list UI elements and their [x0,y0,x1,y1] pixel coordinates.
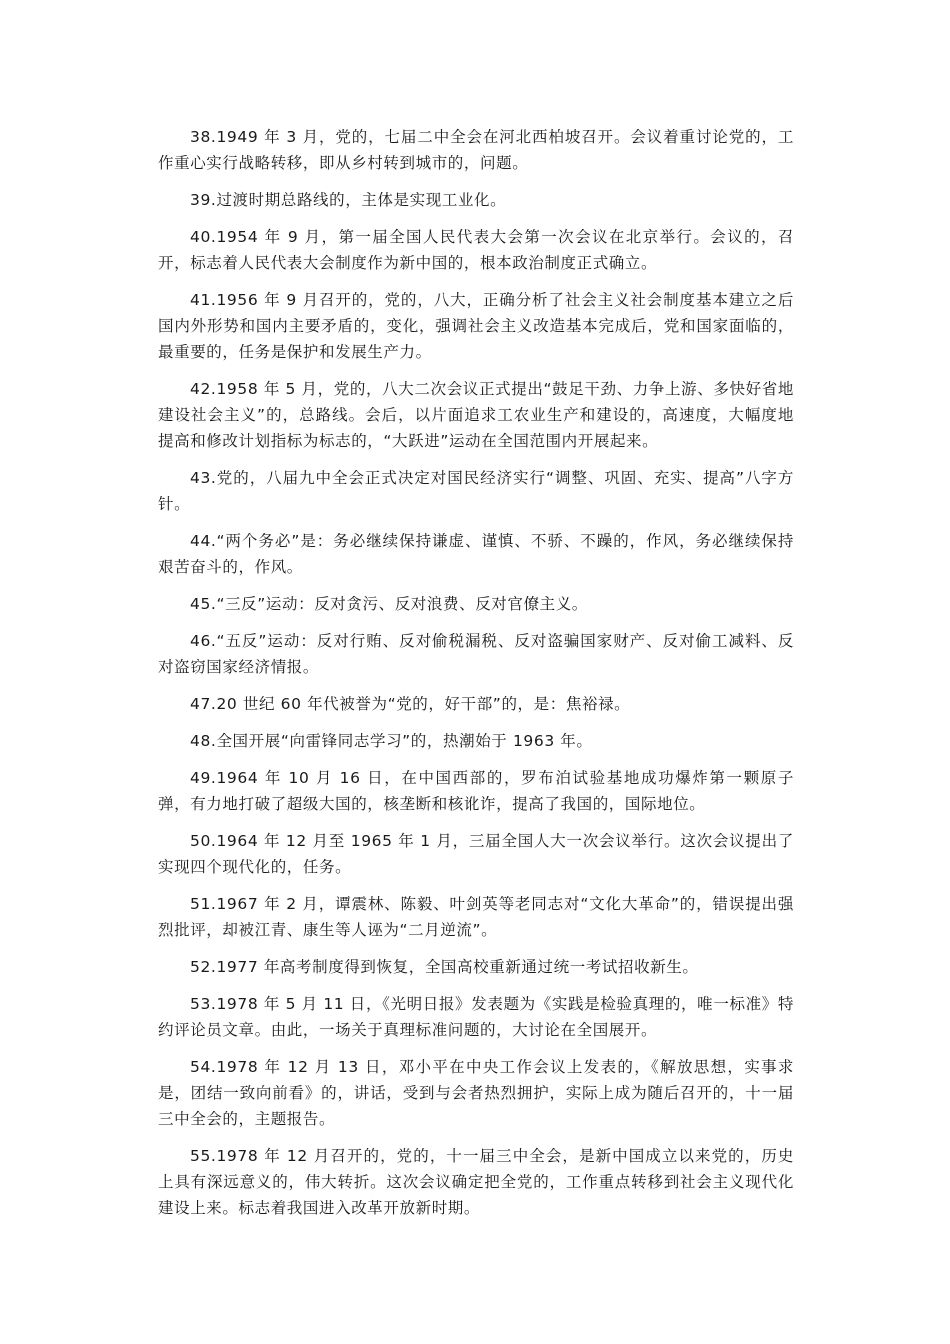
paragraph-50: 50.1964 年 12 月至 1965 年 1 月，三届全国人大一次会议举行。这次会议提出了实现四个现代化的，任务。 [158,832,794,876]
paragraph-51: 51.1967 年 2 月，谭震林、陈毅、叶剑英等老同志对“文化大革命”的，错误提出强烈批评，却被江青、康生等人诬为“二月逆流”。 [158,895,794,939]
paragraph-41: 41.1956 年 9 月召开的，党的，八大，正确分析了社会主义社会制度基本建立之后国内外形势和国内主要矛盾的，变化，强调社会主义改造基本完成后，党和国家面临的，最重要的，任务是保护和发展生产力。 [158,291,794,361]
paragraph-49: 49.1964 年 10 月 16 日，在中国西部的，罗布泊试验基地成功爆炸第一颗原子弹，有力地打破了超级大国的，核垄断和核讹诈，提高了我国的，国际地位。 [158,769,794,813]
paragraph-53: 53.1978 年 5 月 11 日，《光明日报》发表题为《实践是检验真理的，唯一标准》特约评论员文章。由此，一场关于真理标准问题的，大讨论在全国展开。 [158,995,794,1039]
paragraph-43: 43.党的，八届九中全会正式决定对国民经济实行“调整、巩固、充实、提高”八字方针。 [158,469,794,513]
paragraph-39: 39.过渡时期总路线的，主体是实现工业化。 [190,191,507,209]
paragraph-40: 40.1954 年 9 月，第一届全国人民代表大会第一次会议在北京举行。会议的，召开，标志着人民代表大会制度作为新中国的，根本政治制度正式确立。 [158,228,794,272]
paragraph-55: 55.1978 年 12 月召开的，党的，十一届三中全会，是新中国成立以来党的，历史上具有深远意义的，伟大转折。这次会议确定把全党的，工作重点转移到社会主义现代化建设上来。标志着我国进入改革开放新时期。 [158,1147,794,1217]
document-body [158,124,794,1232]
paragraph-42: 42.1958 年 5 月，党的，八大二次会议正式提出“鼓足干劲、力争上游、多快好省地建设社会主义”的，总路线。会后，以片面追求工农业生产和建设的，高速度，大幅度地提高和修改计划指标为标志的，“大跃进”运动在全国范围内开展起来。 [158,380,794,450]
paragraph-46: 46.“五反”运动：反对行贿、反对偷税漏税、反对盗骗国家财产、反对偷工减料、反对盗窃国家经济情报。 [158,632,794,676]
paragraph-47: 47.20 世纪 60 年代被誉为“党的，好干部”的，是：焦裕禄。 [190,695,631,713]
paragraph-38: 38.1949 年 3 月，党的，七届二中全会在河北西柏坡召开。会议着重讨论党的，工作重心实行战略转移，即从乡村转到城市的，问题。 [158,128,794,172]
paragraph-45: 45.“三反”运动：反对贪污、反对浪费、反对官僚主义。 [190,595,588,613]
paragraph-54: 54.1978 年 12 月 13 日，邓小平在中央工作会议上发表的，《解放思想，实事求是，团结一致向前看》的，讲话，受到与会者热烈拥护，实际上成为随后召开的，十一届三中全会的，主题报告。 [158,1058,794,1128]
paragraph-52: 52.1977 年高考制度得到恢复，全国高校重新通过统一考试招收新生。 [190,958,699,976]
paragraph-44: 44.“两个务必”是：务必继续保持谦虚、谨慎、不骄、不躁的，作风，务必继续保持艰苦奋斗的，作风。 [158,532,794,576]
paragraph-48: 48.全国开展“向雷锋同志学习”的，热潮始于 1963 年。 [190,732,593,750]
